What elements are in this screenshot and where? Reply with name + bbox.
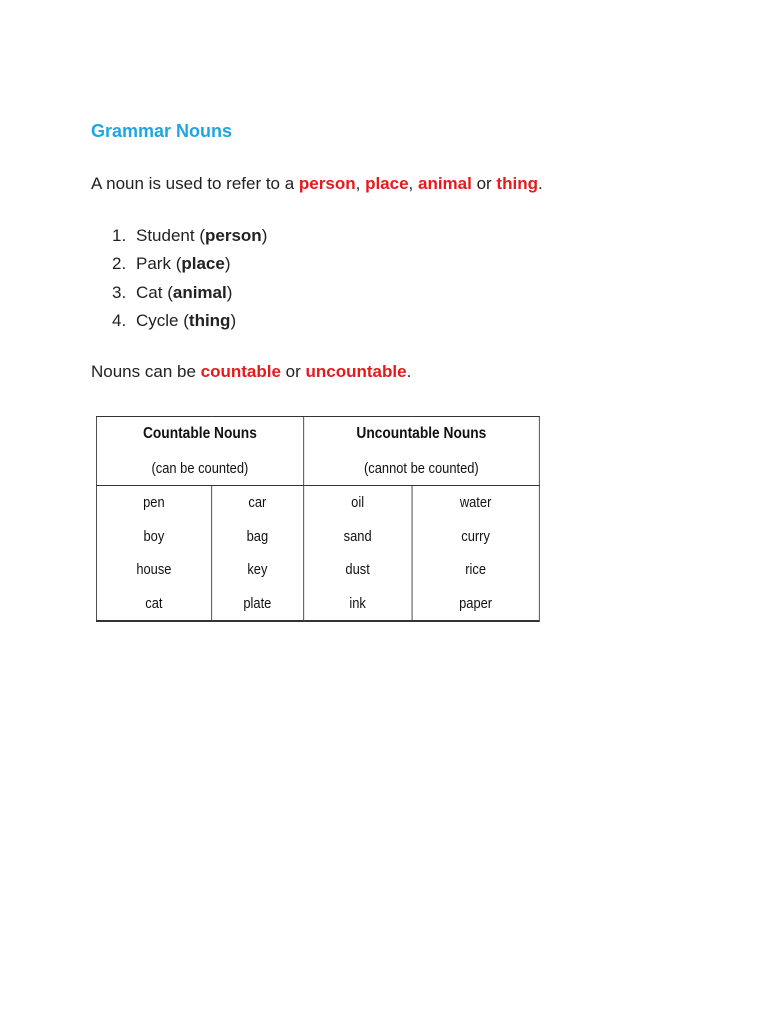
uncountable-header: Uncountable Nouns xyxy=(303,417,539,452)
example-word: Student xyxy=(136,226,195,245)
table-row xyxy=(96,520,539,554)
countable-sentence xyxy=(91,362,411,382)
intro-separator: , xyxy=(408,174,418,193)
table-cell: bag xyxy=(211,520,303,554)
list-item xyxy=(112,226,267,254)
table-row xyxy=(96,486,539,520)
example-category: thing xyxy=(188,311,231,331)
table-cell: dust xyxy=(303,553,411,587)
paren-open: ( xyxy=(194,226,205,245)
paren-open: ( xyxy=(170,254,182,274)
table-cell: pen xyxy=(96,486,211,520)
highlight-person: person xyxy=(298,174,356,193)
countable-header: Countable Nouns xyxy=(96,417,303,452)
list-item xyxy=(112,311,267,339)
highlight-countable: countable xyxy=(200,362,281,381)
countable-subheader: (can be counted) xyxy=(96,451,303,486)
table-cell: house xyxy=(96,553,211,587)
table-cell: cat xyxy=(96,587,211,622)
example-category: person xyxy=(205,226,262,245)
paren-open: ( xyxy=(162,282,173,302)
paren-close: ) xyxy=(261,226,268,245)
table-cell: ink xyxy=(303,587,411,622)
example-category: place xyxy=(181,254,225,274)
highlight-thing: thing xyxy=(496,174,538,193)
highlight-uncountable: uncountable xyxy=(305,362,407,381)
paren-close: ) xyxy=(226,282,233,302)
table-cell: oil xyxy=(303,486,411,520)
table-cell: car xyxy=(211,486,303,520)
countable-separator: or xyxy=(280,362,306,381)
paren-open: ( xyxy=(178,311,189,331)
list-item xyxy=(112,283,267,311)
intro-separator: , xyxy=(355,174,366,193)
table-row xyxy=(96,553,539,587)
table-cell: key xyxy=(211,553,303,587)
list-item xyxy=(112,254,267,282)
intro-end: . xyxy=(537,174,543,193)
highlight-place: place xyxy=(365,174,409,193)
list-number: 2. xyxy=(112,254,127,274)
page-title: Grammar Nouns xyxy=(91,121,233,141)
table-cell: plate xyxy=(211,587,303,622)
nouns-table xyxy=(96,416,540,622)
table-cell: curry xyxy=(412,520,539,554)
example-category: animal xyxy=(172,282,227,302)
list-number: 4. xyxy=(112,311,127,331)
table-row xyxy=(96,587,539,622)
paren-close: ) xyxy=(230,311,237,331)
uncountable-subheader: (cannot be counted) xyxy=(303,451,539,486)
example-word: Cycle xyxy=(136,311,179,331)
countable-end: . xyxy=(406,362,412,381)
countable-prefix: Nouns can be xyxy=(91,362,201,381)
intro-separator: or xyxy=(471,174,497,193)
table-cell: water xyxy=(412,486,539,520)
table-cell: rice xyxy=(412,553,539,587)
intro-sentence xyxy=(91,174,543,194)
table-cell: boy xyxy=(96,520,211,554)
highlight-animal: animal xyxy=(418,174,472,193)
example-word: Park xyxy=(136,254,171,274)
intro-prefix: A noun is used to refer to a xyxy=(91,174,299,193)
example-list xyxy=(112,226,267,340)
table-cell: sand xyxy=(303,520,411,554)
example-word: Cat xyxy=(136,282,163,302)
list-number: 1. xyxy=(112,226,127,245)
table-cell: paper xyxy=(412,587,539,622)
paren-close: ) xyxy=(224,254,231,274)
list-number: 3. xyxy=(112,282,127,302)
